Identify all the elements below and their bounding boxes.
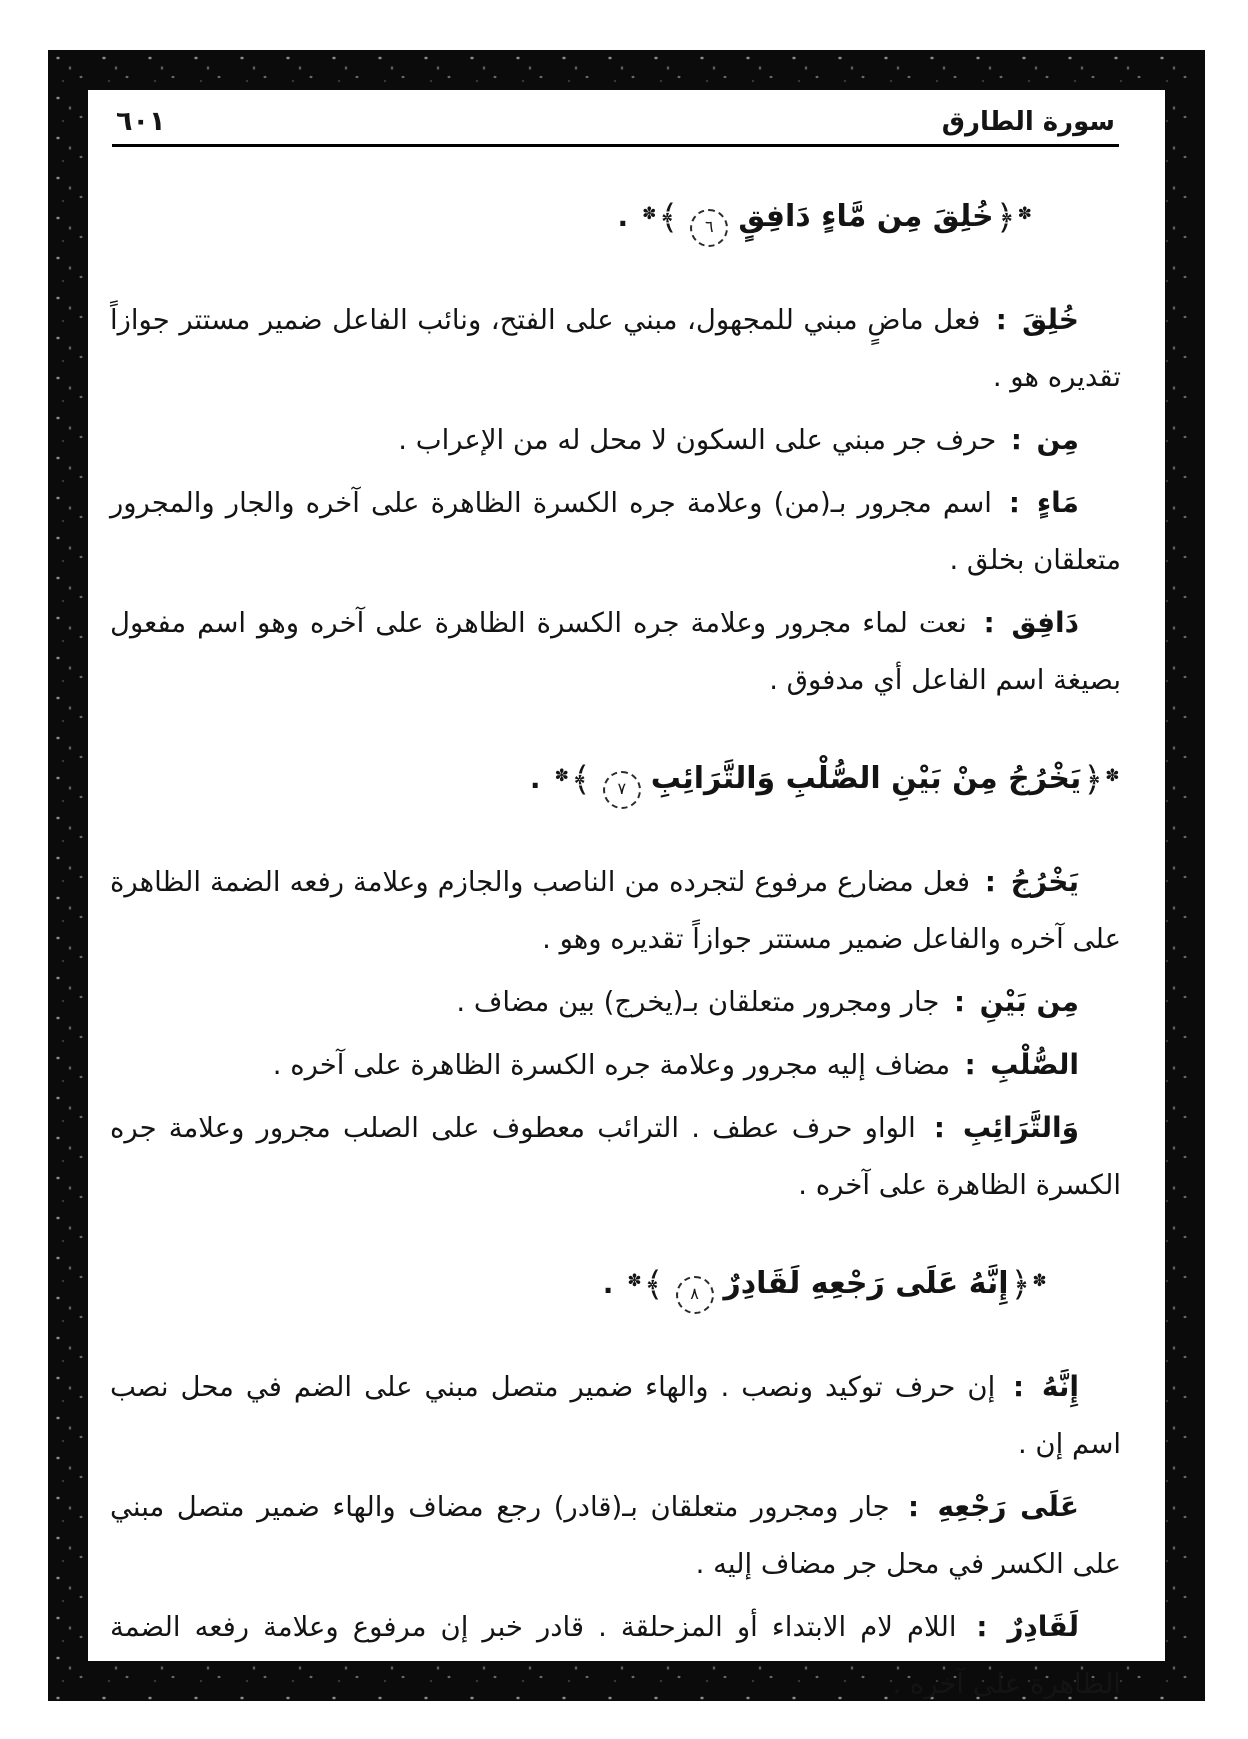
headword: يَخْرُجُ [1010,865,1079,898]
page-header [112,106,1119,147]
analysis-paragraph [110,291,1121,406]
flower-ornament-icon: ✽ [1017,204,1032,224]
headword: عَلَى رَجْعِهِ [937,1490,1079,1523]
headword: الصُّلْبِ [990,1048,1079,1081]
headword-separator: : [1000,1371,1037,1403]
headword-separator: : [894,1491,933,1523]
decorative-border-frame [48,50,1205,1701]
page-content [88,90,1165,1700]
headword-separator: : [985,304,1018,336]
verse-open-bracket-icon: ﴿ [1010,1265,1031,1305]
surah-title: سورة الطارق [941,107,1115,137]
paragraph-body: نعت لماء مجرور وعلامة جره الكسرة الظاهرة على آخره وهو اسم مفعول بصيغة اسم الفاعل أي مدفوق . [110,607,1121,696]
analysis-paragraph [110,853,1121,968]
headword: وَالتَّرَائِبِ [962,1111,1079,1144]
paragraph-body: الواو حرف عطف . الترائب معطوف على الصلب مجرور وعلامة جره الكسرة الظاهرة على آخره . [110,1112,1121,1201]
headword-separator: : [920,1112,958,1144]
headword: مَاءٍ [1036,486,1079,519]
verse-number-medallion: ٧ [603,771,641,809]
verse-number-medallion: ٦ [690,209,728,247]
analysis-paragraph [110,594,1121,709]
verse-open-bracket-icon: ﴿ [1083,760,1104,800]
verse-number-medallion: ٨ [676,1276,714,1314]
analysis-paragraph [110,411,1121,469]
page-number: ٦٠١ [116,106,166,137]
analysis-paragraph [110,1598,1121,1713]
verse-close-bracket-icon: ﴾ [658,198,679,238]
headword-separator: : [944,986,975,1018]
flower-ornament-icon: ✽ [627,1271,642,1291]
paragraph-body: اللام لام الابتداء أو المزحلقة . قادر خبر إن مرفوع وعلامة رفعه الضمة الظاهرة على آخره . [110,1611,1121,1700]
analysis-paragraph [110,1358,1121,1473]
verse-text: إِنَّهُ عَلَى رَجْعِهِ لَقَادِرٌ [723,1266,1009,1301]
verse-close-bracket-icon: ﴾ [570,760,591,800]
paragraph-body: اسم مجرور بـ(من) وعلامة جره الكسرة الظاهرة على آخره والجار والمجرور متعلقان بخلق . [110,487,1121,576]
paragraph-body: جار ومجرور متعلقان بـ(يخرج) بين مضاف . [456,986,940,1018]
headword-separator: : [961,1611,1003,1643]
flower-ornament-icon: ✽ [1105,766,1120,786]
headword: مِن بَيْنِ [979,985,1079,1018]
verse-period: . [602,1267,614,1300]
headword: مِن [1036,423,1079,456]
quran-verse-8 [514,1264,1121,1314]
headword: دَافِق [1011,606,1079,639]
paragraph-body: فعل مضارع مرفوع لتجرده من الناصب والجازم وعلامة رفعه الضمة الظاهرة على آخره والفاعل ضمير مستتر جوازاً تقديره وهو . [110,866,1121,955]
analysis-paragraph [110,1099,1121,1214]
paragraph-body: فعل ماضٍ مبني للمجهول، مبني على الفتح، ونائب الفاعل ضمير مستتر جوازاً تقديره هو . [110,304,1121,393]
analysis-paragraph [110,1036,1121,1094]
headword-separator: : [971,607,1007,639]
verse-close-bracket-icon: ﴾ [643,1265,664,1305]
flower-ornament-icon: ✽ [1032,1271,1047,1291]
verse-text: خُلِقَ مِن مَّاءٍ دَافِقٍ [738,199,994,234]
page-inner-area [88,90,1165,1700]
headword-separator: : [1001,424,1032,456]
verse-text: يَخْرُجُ مِنْ بَيْنِ الصُّلْبِ وَالتَّرَائِبِ [650,761,1082,796]
flower-ornament-icon: ✽ [554,766,569,786]
headword: لَقَادِرٌ [1007,1610,1079,1643]
analysis-paragraph [110,474,1121,589]
headword-separator: : [955,1049,986,1081]
headword: خُلِقَ [1022,303,1079,336]
verse-open-bracket-icon: ﴿ [995,198,1016,238]
paragraph-body: إن حرف توكيد ونصب . والهاء ضمير متصل مبني على الضم في محل نصب اسم إن . [110,1371,1121,1460]
quran-verse-6 [514,197,1121,247]
headword-separator: : [975,866,1006,898]
headword-separator: : [996,487,1032,519]
paragraph-body: جار ومجرور متعلقان بـ(قادر) رجع مضاف والهاء ضمير متصل مبني على الكسر في محل جر مضاف إليه . [110,1491,1121,1580]
flower-ornament-icon: ✽ [642,204,657,224]
verse-period: . [529,762,541,795]
analysis-paragraph [110,973,1121,1031]
headword: إِنَّهُ [1041,1370,1079,1403]
paragraph-body: حرف جر مبني على السكون لا محل له من الإعراب . [398,424,997,456]
analysis-body [110,197,1121,1713]
quran-verse-7 [514,759,1121,809]
verse-period: . [617,200,629,233]
paragraph-body: مضاف إليه مجرور وعلامة جره الكسرة الظاهرة على آخره . [272,1049,951,1081]
analysis-paragraph [110,1478,1121,1593]
